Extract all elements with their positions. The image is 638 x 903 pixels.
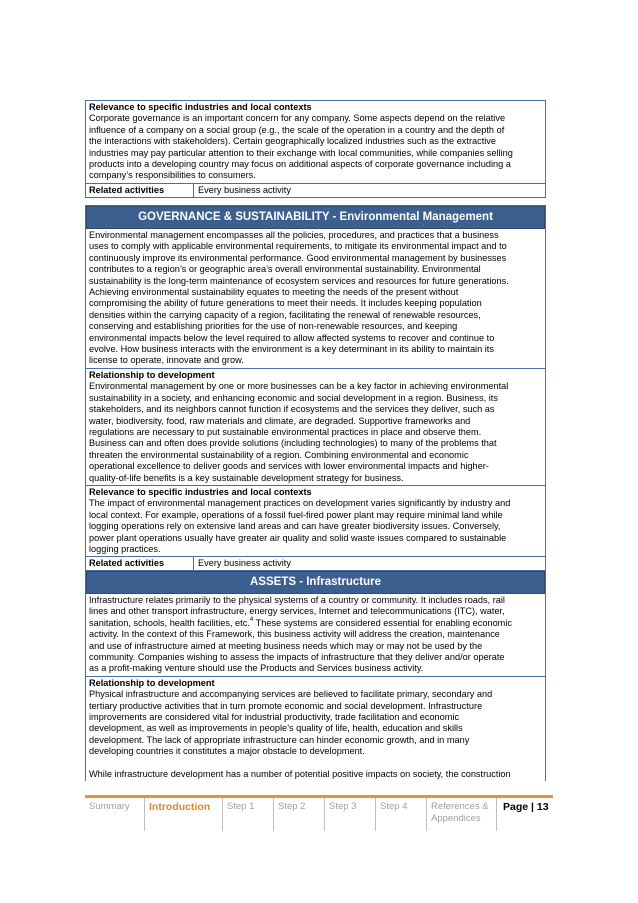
- relationship-block: [86, 677, 545, 782]
- section-title: ASSETS - Infrastructure: [86, 571, 545, 594]
- intro-line: lines and other transport infrastructure, energy services, Internet and telecommunications (ITC), water,: [89, 606, 505, 617]
- relationship-line: development, as well as improvements in people’s quality of life, health, education and skills: [89, 723, 463, 734]
- intro-line: Environmental management encompasses all the policies, procedures, and practices that a business: [89, 230, 499, 240]
- relationship-line: operational excellence to deliver goods and services with lower environmental impacts and higher-: [89, 461, 489, 472]
- footer-tab-step-1[interactable]: Step 1: [223, 798, 274, 831]
- intro-line: conserving and establishing priorities for the use of non-renewable resources, and keeping: [89, 321, 458, 332]
- intro-line: contributes to a region’s or geographic area’s overall environmental sustainability. Environmental: [89, 264, 481, 275]
- footer-nav: [85, 795, 553, 831]
- intro-line: environmental impacts below the level required to allow affected systems to recover and continue to: [89, 332, 495, 343]
- footer-tab-introduction[interactable]: Introduction: [145, 798, 223, 831]
- relationship-block: [86, 369, 545, 486]
- related-activities-value: Every business activity: [198, 558, 291, 569]
- intro-line: densities within the carrying capacity of a region, facilitating the renewal of renewable resources,: [89, 309, 481, 320]
- related-activities-label: Related activities: [86, 557, 194, 570]
- paragraph-gap: [89, 758, 543, 769]
- relationship-heading: Relationship to development: [89, 677, 215, 688]
- intro-line: sustainability is the long-term maintenance of ecosystem services and resources for future generations.: [89, 275, 509, 286]
- relationship-line: water, biodiversity, food, raw materials and climate, are degraded. Supportive frameworks and: [89, 415, 471, 426]
- intro-line: evolve. How business interacts with the environment is a key determinant in its ability to maintain its: [89, 344, 494, 355]
- relationship-line: threaten the environmental sustainability of a region. Combining environmental and economic: [89, 449, 469, 460]
- related-activities-value: Every business activity: [198, 184, 291, 195]
- relevance-block: [86, 486, 545, 557]
- relevance-heading: Relevance to specific industries and local contexts: [89, 486, 312, 497]
- intro-line: license to operate, innovate and grow.: [89, 355, 244, 366]
- intro-line: continuously improve its environmental performance. Good environmental management by businesses: [89, 252, 507, 263]
- relevance-line: power plant operations usually have greater air quality and solid waste issues compared to sustainable: [89, 532, 507, 543]
- related-activities-row: [86, 557, 545, 570]
- relationship-line: tertiary productive activities that in turn promote economic and social development. Infrastructure: [89, 700, 483, 711]
- intro-line: community. Companies wishing to assess the impacts of infrastructure that they deliver and/or operate: [89, 652, 505, 663]
- section-title: GOVERNANCE & SUSTAINABILITY - Environmental Management: [86, 206, 545, 229]
- footer-tab-references[interactable]: References & Appendices: [427, 798, 497, 831]
- intro-line: [89, 618, 543, 629]
- intro-line: and use of infrastructure aimed at meeting business needs which may or may not be used by the: [89, 640, 483, 651]
- footer-tab-summary[interactable]: Summary: [85, 798, 145, 831]
- relevance-line: influence of a company on a social group (e.g., the scale of the operation in a country and the depth of: [89, 124, 505, 135]
- intro-line: activity. In the context of this Framework, this business activity will address the creation, maintenance: [89, 629, 500, 640]
- relevance-line: the interactions with stakeholders). Certain geographically localized industries such as the extractive: [89, 136, 497, 147]
- intro-line: Achieving environmental sustainability equates to meeting the needs of the present without: [89, 287, 459, 298]
- relevance-line: local context. For example, operations of a fossil fuel-fired power plant may require minimal land while: [89, 509, 503, 520]
- footnote-marker[interactable]: 4: [249, 616, 254, 623]
- relevance-line: industries may pay particular attention to their exchange with local communities, while companies selling: [89, 147, 513, 158]
- relationship-line: stakeholders, and its neighbors cannot function if ecosystems and the services they deliver, such as: [89, 404, 495, 415]
- page-number: Page | 13: [503, 801, 549, 813]
- footer-tab-step-2[interactable]: Step 2: [274, 798, 325, 831]
- intro-block: [86, 594, 545, 677]
- intro-line: Infrastructure relates primarily to the physical systems of a country or community. It includes roads, rail: [89, 595, 505, 605]
- section-corporate-governance-tail: [85, 100, 546, 198]
- relationship-line: sustainability in a society, and enhancing economic and social development in a region. Business, its: [89, 392, 498, 403]
- relationship-line: Environmental management by one or more businesses can be a key factor in achieving environmental: [89, 381, 509, 392]
- relevance-line: Corporate governance is an important concern for any company. Some aspects depend on the relative: [89, 113, 506, 124]
- intro-line: as a profit-making venture should use the Products and Services business activity.: [89, 663, 424, 674]
- intro-text: sanitation, schools, health facilities, etc.: [89, 617, 250, 628]
- relationship-line: regulations are necessary to put sustainable environmental practices in place and observe them.: [89, 426, 482, 437]
- relationship-line: developing countries it constitutes a major obstacle to development.: [89, 746, 365, 757]
- relevance-line: The impact of environmental management practices on development varies significantly by industry and: [89, 498, 511, 509]
- relationship-line: Physical infrastructure and accompanying services are believed to facilitate primary, secondary and: [89, 689, 493, 700]
- continuation-line: While infrastructure development has a number of potential positive impacts on society, the construction: [89, 769, 511, 780]
- footer-tab-step-4[interactable]: Step 4: [376, 798, 427, 831]
- relationship-line: quality-of-life benefits is a key sustainable development strategy for business.: [89, 472, 404, 483]
- relevance-line: products into a developing country may focus on additional aspects of corporate governance including a: [89, 159, 511, 170]
- related-activities-label: Related activities: [86, 184, 194, 197]
- intro-line: compromising the ability of future generations to meet their needs. It includes keeping population: [89, 298, 482, 309]
- relationship-line: Business can and often does provide solutions (including technologies) to many of the problems that: [89, 438, 497, 449]
- relevance-heading: Relevance to specific industries and local contexts: [89, 102, 312, 112]
- relationship-line: improvements are considered vital for industrial productivity, trade facilitation and economic: [89, 712, 460, 723]
- section-environmental-management: [85, 205, 546, 572]
- related-activities-row: [86, 184, 545, 197]
- relevance-line: company’s responsibilities to consumers.: [89, 170, 256, 181]
- relevance-line: logging practices.: [89, 543, 161, 554]
- section-infrastructure: [85, 570, 546, 781]
- relevance-line: logging operations rely on extensive land areas and can have greater biodiversity issues. Conversely,: [89, 521, 501, 532]
- relevance-block: [86, 101, 545, 184]
- intro-line: uses to comply with applicable environmental requirements, to mitigate its environmental impact and to: [89, 241, 507, 252]
- footer-tab-step-3[interactable]: Step 3: [325, 798, 376, 831]
- relationship-heading: Relationship to development: [89, 369, 215, 380]
- intro-text: These systems are considered essential for enabling economic: [253, 617, 512, 628]
- relationship-line: development. The lack of appropriate infrastructure can hinder economic growth, and in many: [89, 734, 470, 745]
- intro-block: [86, 229, 545, 369]
